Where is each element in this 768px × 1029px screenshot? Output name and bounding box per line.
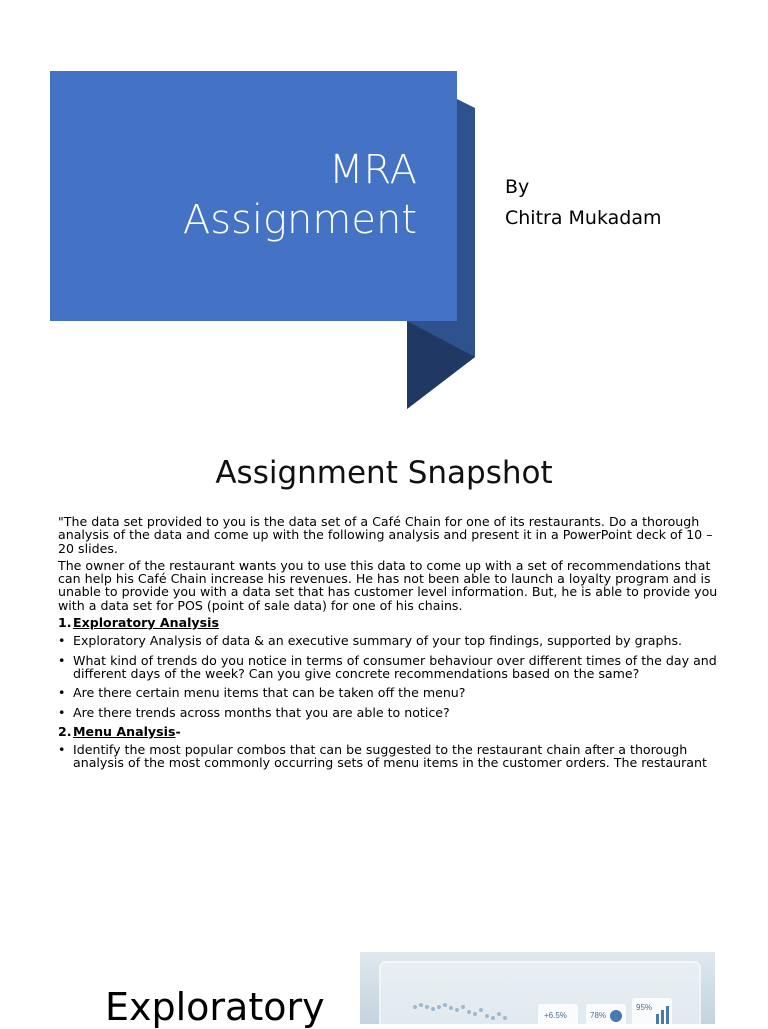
list-item-text: Are there trends across months that you are able to notice? <box>73 704 450 720</box>
stat-label: 78% <box>590 1011 607 1020</box>
list-item <box>58 654 718 681</box>
slide-title: Exploratory <box>105 985 325 1029</box>
by-label: By <box>505 176 530 198</box>
section-title: Menu Analysis <box>73 723 176 739</box>
snapshot-slide <box>0 440 768 860</box>
title-line-1: MRA <box>328 147 417 193</box>
list-item <box>58 743 718 770</box>
section-number: 1. <box>58 615 72 631</box>
snapshot-body <box>58 515 718 776</box>
title-line-2: Assignment <box>182 197 417 243</box>
title-slide <box>0 0 768 430</box>
bullet-icon: • <box>58 633 66 649</box>
author-block <box>505 172 662 234</box>
list-item-text: What kind of trends do you notice in terms of consumer behaviour over different times of the day and different days of the week? Can you give concrete recommendations based on the same? <box>73 652 717 681</box>
section-1-heading <box>58 616 718 629</box>
section-title-suffix: - <box>175 723 181 739</box>
author-name: Chitra Mukadam <box>505 207 662 229</box>
section-2-heading <box>58 725 718 738</box>
list-item-text: Exploratory Analysis of data & an executive summary of your top findings, supported by graphs. <box>73 633 683 649</box>
context-paragraph: The owner of the restaurant wants you to use this data to come up with a set of recommendations that can help his Café Chain increase his revenues. He has not been able to launch a loyalty program and is unable to provide you with a data set that has customer level information. But, he is able to provide you with a data set for POS (point of sale data) for one of his chains. <box>58 557 718 613</box>
list-item <box>58 686 718 699</box>
dashboard-photo <box>360 952 715 1024</box>
stat-label: +6.5% <box>544 1011 567 1020</box>
snapshot-title: Assignment Snapshot <box>215 455 553 491</box>
section-number: 2. <box>58 723 72 739</box>
slide-title <box>183 145 417 245</box>
pie-icon <box>610 1010 622 1022</box>
list-item <box>58 706 718 719</box>
bullet-icon: • <box>58 742 66 758</box>
bullet-icon: • <box>58 685 66 701</box>
section-title: Exploratory Analysis <box>73 615 219 631</box>
bullet-icon: • <box>58 704 66 720</box>
list-item-text: Are there certain menu items that can be taken off the menu? <box>73 685 466 701</box>
exploratory-slide <box>0 900 768 1029</box>
title-box <box>50 71 457 321</box>
dashboard-graphic <box>360 952 715 1024</box>
intro-paragraph: "The data set provided to you is the data set of a Café Chain for one of its restaurants. Do a thorough analysis of the data and come up with the following analysis and present it in a PowerPoint deck of 10 – 20 slides. <box>58 514 713 556</box>
bullet-icon: • <box>58 652 66 668</box>
list-item <box>58 634 718 647</box>
stat-label: 95% <box>636 1003 653 1012</box>
list-item-text: Identify the most popular combos that can be suggested to the restaurant chain after a thorough analysis of the most commonly occurring sets of menu items in the customer orders. The restaurant <box>73 742 707 771</box>
